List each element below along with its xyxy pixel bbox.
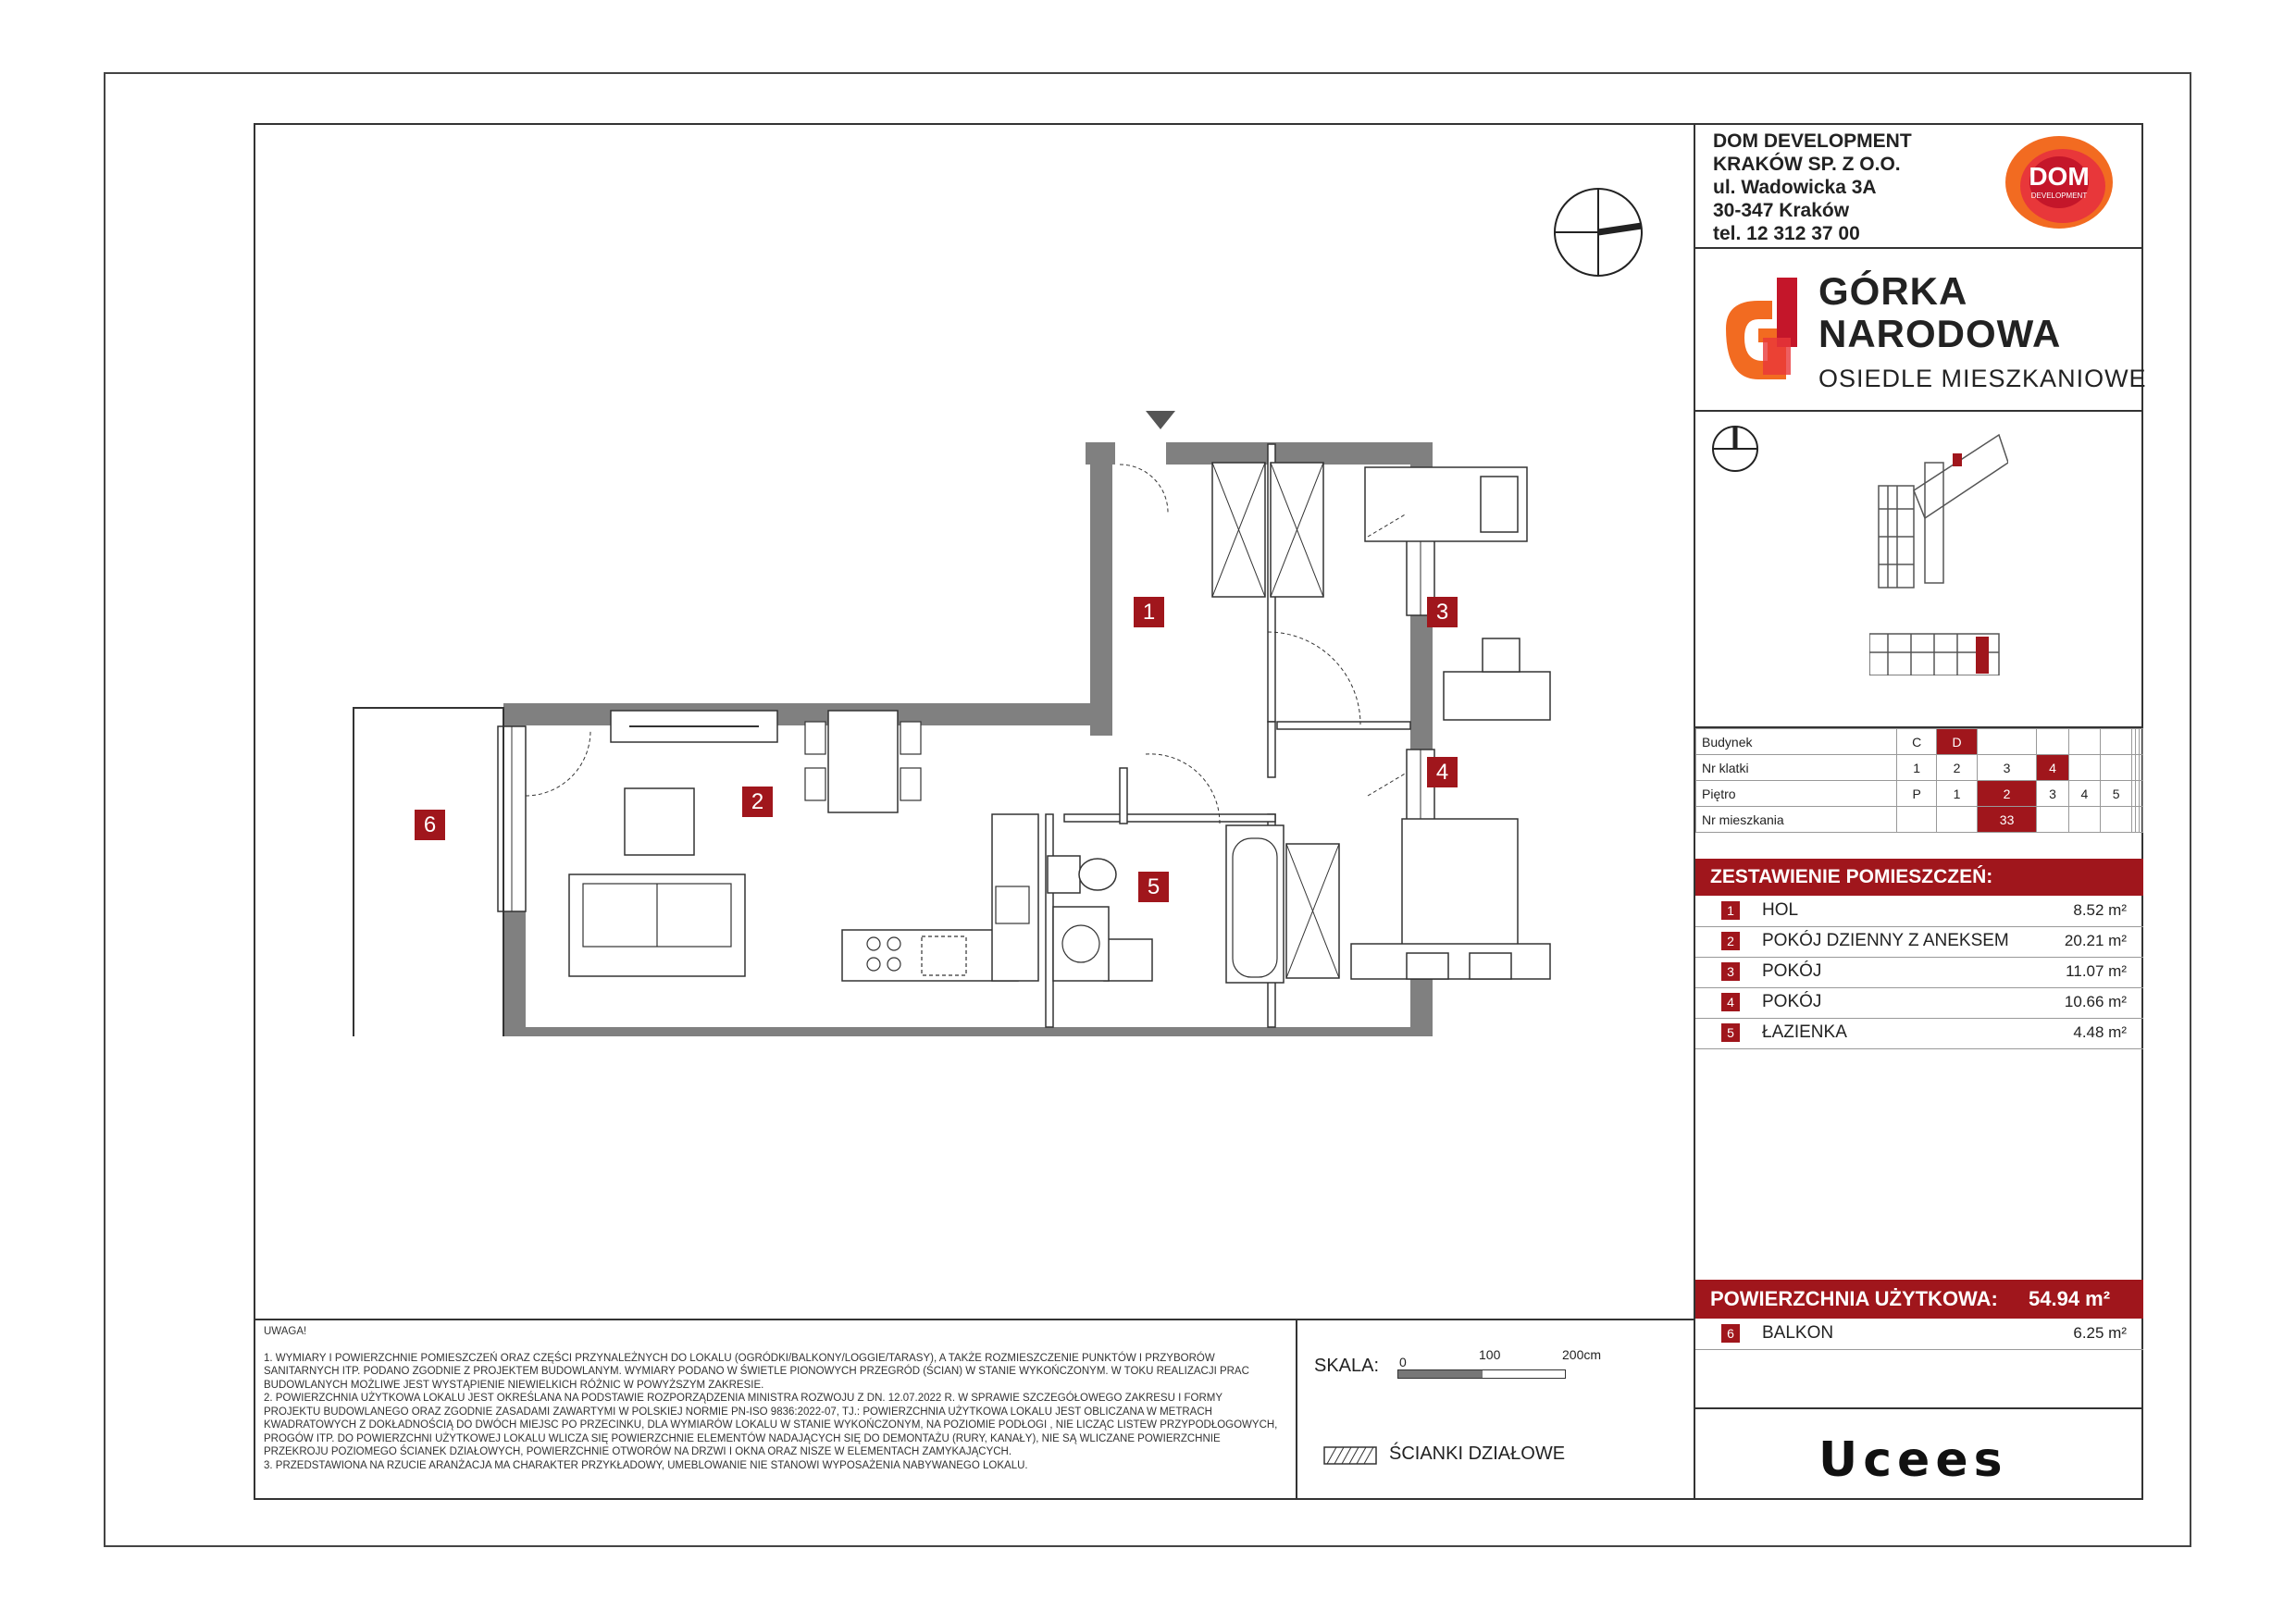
summary-row: [1695, 987, 2143, 1019]
company-line: 30-347 Kraków: [1713, 200, 1850, 221]
room-area: 11.07 m²: [2066, 962, 2127, 980]
info-cell: [1937, 807, 1977, 833]
info-cell: 5: [2100, 781, 2131, 807]
info-cell-selected: 2: [1977, 781, 2037, 807]
info-cell: [2068, 807, 2100, 833]
legend-label: ŚCIANKI DZIAŁOWE: [1389, 1443, 1566, 1464]
scale-tick: 200cm: [1562, 1347, 1602, 1362]
company-line: tel. 12 312 37 00: [1713, 223, 1860, 244]
apartment-info-table: [1695, 728, 2143, 833]
notes-title: UWAGA!: [264, 1326, 307, 1337]
note-item: 3. PRZEDSTAWIONA NA RZUCIE ARANŻACJA MA CHARAKTER PRZYKŁADOWY, UMEBLOWANIE NIE STANOWI WYPOSAŻENIA NABYWANEGO LOKALU.: [264, 1459, 1028, 1471]
room-number: 4: [1721, 993, 1740, 1011]
summary-row: [1695, 957, 2143, 988]
total-area-label: POWIERZCHNIA UŻYTKOWA:: [1710, 1287, 1998, 1310]
info-cell-selected: D: [1937, 729, 1977, 755]
info-row-building: [1696, 729, 2143, 755]
info-label: Nr klatki: [1696, 755, 1897, 781]
info-cell-selected: 33: [1977, 807, 2037, 833]
company-line: KRAKÓW SP. Z O.O.: [1713, 154, 1901, 175]
info-cell: C: [1897, 729, 1937, 755]
company-info: [1713, 130, 1912, 245]
plan-label-3: 3: [1435, 600, 1449, 625]
info-cell: P: [1897, 781, 1937, 807]
room-area: 4.48 m²: [2073, 1023, 2127, 1041]
company-divider: [1694, 247, 2143, 249]
info-cell: [2140, 729, 2143, 755]
room-number: 3: [1721, 962, 1740, 981]
room-number: 5: [1721, 1023, 1740, 1042]
room-name: POKÓJ: [1762, 992, 1822, 1011]
company-line: DOM DEVELOPMENT: [1713, 130, 1912, 152]
site-keyplan: [1869, 426, 2008, 675]
scale-label: SKALA:: [1314, 1356, 1380, 1376]
room-name: ŁAZIENKA: [1762, 1022, 1847, 1042]
info-cell: [1977, 729, 2037, 755]
floor-plan: [342, 407, 1620, 1036]
info-cell: 3: [2037, 781, 2068, 807]
scale-bar-fill: [1398, 1370, 1483, 1378]
room-area: 10.66 m²: [2064, 993, 2127, 1010]
info-cell: [1897, 807, 1937, 833]
scale-bar: [1397, 1369, 1566, 1379]
info-cell: 2: [1937, 755, 1977, 781]
room-name: BALKON: [1762, 1323, 1834, 1343]
room-area: 6.25 m²: [2073, 1324, 2127, 1342]
info-cell: 3: [1977, 755, 2037, 781]
room-number: 6: [1721, 1324, 1740, 1343]
plan-label-4: 4: [1435, 760, 1449, 785]
summary-header: ZESTAWIENIE POMIESZCZEŃ:: [1695, 859, 2143, 896]
info-row-floor: [1696, 781, 2143, 807]
plan-label-2: 2: [751, 789, 764, 814]
info-cell: 1: [1897, 755, 1937, 781]
room-name: HOL: [1762, 900, 1799, 920]
room-name: POKÓJ: [1762, 961, 1822, 981]
plan-label-5: 5: [1147, 874, 1160, 899]
estate-divider: [1694, 410, 2143, 412]
compass-small-icon: [1707, 421, 1763, 477]
plan-label-1: 1: [1142, 600, 1156, 625]
info-cell: [2100, 807, 2131, 833]
gorka-logo-icon: [1717, 273, 1809, 393]
dom-logo-text: DOM: [2029, 162, 2090, 191]
room-number: 2: [1721, 932, 1740, 950]
estate-name-line1: GÓRKA: [1818, 269, 1968, 313]
info-label: Budynek: [1696, 729, 1897, 755]
note-item: 2. POWIERZCHNIA UŻYTKOWA LOKALU JEST OKREŚLANA NA PODSTAWIE ROZPORZĄDZENIA MINISTRA ROZWOJU Z DN. 12.07.2022 R. W SPRAWIE SZCZEGÓŁOWEGO ZAKRESU I FORMY PROJEKTU BUDOWLANEGO ORAZ ZGODNIE ZASADAMI ZAWARTYMI W POLSKIEJ NORMIE PN-ISO 9836:2022-07, TJ.: POWIERZCHNIA UŻYTKOWA LOKALU JEST OBLICZANA W METRACH KWADRATOWYCH Z DOKŁADNOŚCIĄ DO DWÓCH MIEJSC PO PRZECINKU, DLA WYMIARÓW LOKALU W STANIE WYKOŃCZONYM, NA POZIOMIE PODŁOGI , NIE LICZĄC LISTEW PRZYPODŁOGOWYCH, PROGÓW ITP. DO POWIERZCHNI UŻYTKOWEJ LOKALU WLICZA SIĘ POWIERZCHNIE ELEMENTÓW NADAJĄCYCH SIĘ DO DEMONTAŻU (RURY, KANAŁY), NIE SĄ WLICZANE POWIERZCHNIE PRZEKROJU POZIOMEGO ŚCIANEK DZIAŁOWYCH, POWIERZCHNIE OTWORÓW NA DRZWI I OKNA ORAZ NISZE W ELEMENTACH ZAMYKAJĄCYCH.: [264, 1393, 1278, 1457]
balcony-row: [1695, 1319, 2143, 1350]
info-cell: [2100, 755, 2131, 781]
info-cell: [2037, 807, 2068, 833]
dom-logo-sub: DEVELOPMENT: [2030, 192, 2088, 200]
estate-subtitle: OSIEDLE MIESZKANIOWE: [1818, 365, 2147, 392]
summary-row: [1695, 926, 2143, 958]
summary-row: [1695, 896, 2143, 927]
info-cell: [2068, 729, 2100, 755]
scale-tick: 100: [1479, 1347, 1501, 1362]
info-label: Piętro: [1696, 781, 1897, 807]
company-line: ul. Wadowicka 3A: [1713, 177, 1877, 198]
info-label: Nr mieszkania: [1696, 807, 1897, 833]
notes-divider: [254, 1319, 1694, 1320]
hatch-legend-icon: [1323, 1446, 1377, 1465]
info-cell: [2037, 729, 2068, 755]
estate-name-line2: NARODOWA: [1818, 312, 2062, 355]
info-cell: [2140, 755, 2143, 781]
info-cell: [2100, 729, 2131, 755]
ucees-logo: Ucees: [1818, 1432, 2008, 1488]
notes-block: [264, 1325, 1282, 1472]
estate-name: [1818, 270, 2061, 355]
info-cell: 4: [2068, 781, 2100, 807]
compass-icon: [1551, 185, 1645, 279]
scale-tick: 0: [1399, 1355, 1407, 1369]
room-area: 20.21 m²: [2064, 932, 2127, 949]
room-number: 1: [1721, 901, 1740, 920]
total-area-bar: [1695, 1280, 2143, 1319]
room-name: POKÓJ DZIENNY Z ANEKSEM: [1762, 931, 2009, 950]
plan-label-6: 6: [423, 812, 437, 837]
info-cell: [2068, 755, 2100, 781]
info-cell: 1: [1937, 781, 1977, 807]
summary-row: [1695, 1018, 2143, 1049]
brand-divider: [1694, 1407, 2143, 1409]
info-row-staircase: [1696, 755, 2143, 781]
info-cell-selected: 4: [2037, 755, 2068, 781]
info-row-apartment: [1696, 807, 2143, 833]
scale-divider: [1296, 1319, 1297, 1500]
info-cell: [2140, 807, 2143, 833]
note-item: 1. WYMIARY I POWIERZCHNIE POMIESZCZEŃ ORAZ CZĘŚCI PRZYNALEŻNYCH DO LOKALU (OGRÓDKI/BALKONY/LOGGIE/TARASY), A TAKŻE ROZMIESZCZENIE PUNKTÓW I PRZYBORÓW SANITARNYCH ITP. PODANO ZGODNIE Z PROJEKTEM BUDOWLANYM. WYMIARY PODANO W ŚWIETLE PIONOWYCH PRZEGRÓD (ŚCIAN) W STANIE WYKOŃCZONYM. W TOKU REALIZACJI PRAC BUDOWLANYCH MOŻLIWE JEST WYSTĄPIENIE NIEWIELKICH RÓŻNIC W POWYŻSZYM ZAKRESIE.: [264, 1352, 1249, 1391]
room-area: 8.52 m²: [2073, 901, 2127, 919]
total-area-value: 54.94 m²: [2029, 1287, 2111, 1310]
dom-logo: [2004, 134, 2115, 231]
info-cell: [2140, 781, 2143, 807]
